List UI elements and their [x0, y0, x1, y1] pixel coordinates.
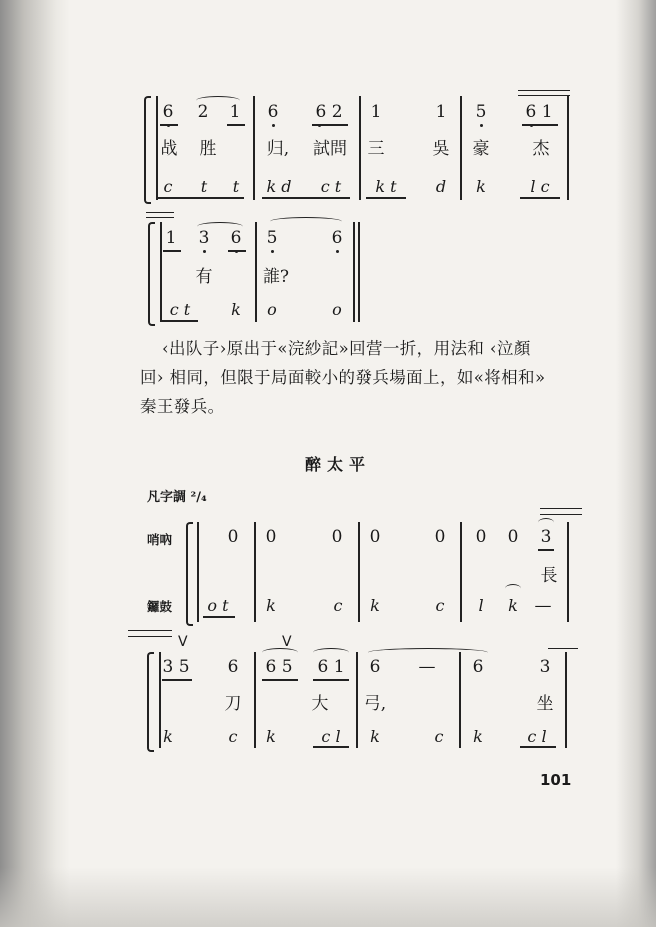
note: 6	[369, 657, 381, 677]
note: 3	[539, 657, 551, 677]
beam	[262, 197, 350, 199]
percussion-syllable: c	[434, 727, 444, 746]
note: 6 1	[525, 102, 553, 122]
percussion-syllable: c t	[320, 177, 342, 196]
octave-dot	[336, 250, 339, 253]
beam	[227, 124, 245, 126]
percussion-syllable: c	[435, 596, 445, 615]
barline-end	[567, 96, 569, 200]
beam	[163, 250, 181, 252]
repeat-line	[128, 636, 172, 637]
barline	[460, 96, 462, 200]
percussion-syllable: d	[435, 177, 447, 196]
barline-end	[353, 222, 355, 322]
fermata	[538, 518, 554, 527]
rest: 0	[434, 527, 446, 547]
percussion-syllable: t	[232, 177, 240, 196]
percussion-syllable: o t	[207, 596, 229, 615]
repeat-line	[540, 508, 582, 509]
percussion-syllable: k	[370, 596, 380, 615]
page-number: 101	[540, 771, 572, 789]
note: 6	[331, 228, 343, 248]
percussion-syllable: k t	[375, 177, 397, 196]
percussion-syllable: l c	[530, 177, 550, 196]
barline	[156, 96, 158, 200]
scan-shadow-bottom	[0, 867, 656, 927]
rest: 0	[331, 527, 343, 547]
repeat-line	[146, 212, 174, 213]
repeat-line	[548, 648, 578, 649]
note: 6	[472, 657, 484, 677]
barline	[197, 522, 199, 622]
lyric: 試問	[313, 139, 347, 159]
barline	[254, 652, 256, 748]
percussion-syllable: c	[228, 727, 238, 746]
paragraph-line: 回› 相同，但限于局面較小的發兵場面上，如«将相和»	[140, 368, 546, 387]
lyric: 坐	[536, 694, 554, 714]
beam	[160, 124, 178, 126]
barline	[358, 522, 360, 622]
note: 1	[370, 102, 382, 122]
beam	[162, 679, 192, 681]
key-signature: 凡字調 ²/₄	[147, 490, 207, 505]
beam	[538, 549, 554, 551]
barline	[253, 96, 255, 200]
repeat-line	[518, 90, 570, 91]
percussion-syllable: k d	[266, 177, 292, 196]
beam	[313, 746, 349, 748]
octave-dot	[272, 124, 275, 127]
slur	[196, 96, 240, 105]
barline-end	[565, 652, 567, 748]
scan-shadow-left	[0, 0, 70, 927]
breath-mark: V	[282, 634, 292, 650]
paragraph-line: ‹出队子›原出于«浣紗記»回营一折，用法和 ‹泣顏	[162, 339, 531, 358]
system-brace	[144, 96, 151, 204]
percussion-syllable: c	[333, 596, 343, 615]
barline-end	[567, 522, 569, 622]
octave-dot	[480, 124, 483, 127]
octave-dot	[203, 250, 206, 253]
beam	[520, 746, 556, 748]
note: 6	[267, 102, 279, 122]
percussion-syllable: k	[476, 177, 486, 196]
lyric: 三	[367, 139, 385, 159]
lyric: 豪	[472, 139, 490, 159]
slur	[270, 217, 342, 226]
barline	[459, 652, 461, 748]
beam	[366, 197, 406, 199]
percussion-syllable: o	[332, 300, 342, 319]
breath-mark: V	[178, 634, 188, 650]
scan-shadow-right	[616, 0, 656, 927]
repeat-line	[518, 95, 570, 96]
percussion-syllable: c	[163, 177, 173, 196]
tie	[368, 648, 488, 657]
rest: 0	[265, 527, 277, 547]
percussion-syllable: k	[370, 727, 380, 746]
octave-dot	[271, 250, 274, 253]
percussion-syllable: k	[231, 300, 241, 319]
note: 3 5	[162, 657, 190, 677]
lyric: 刀	[224, 694, 242, 714]
lyric: 吳	[432, 139, 450, 159]
percussion-syllable: o	[267, 300, 277, 319]
note: 6	[162, 102, 174, 122]
extension-dash: —	[534, 596, 552, 616]
note: 3	[198, 228, 210, 248]
extension-dash: —	[418, 657, 436, 677]
note: 6 5	[265, 657, 293, 677]
beam	[522, 124, 558, 126]
barline	[356, 652, 358, 748]
slur	[313, 648, 349, 657]
repeat-line	[146, 217, 174, 218]
note: 1	[435, 102, 447, 122]
system-brace	[147, 652, 154, 752]
rest: 0	[227, 527, 239, 547]
note: 1	[165, 228, 177, 248]
explanatory-paragraph	[140, 334, 580, 421]
lyric: 弓,	[363, 694, 387, 714]
note: 6	[227, 657, 239, 677]
barline	[160, 222, 162, 322]
beam	[520, 197, 560, 199]
percussion-syllable: k	[508, 596, 518, 615]
barline-end	[358, 222, 360, 322]
instrument-label-suona: 哨吶	[147, 532, 173, 547]
beam	[313, 679, 349, 681]
percussion-syllable: c l	[527, 727, 547, 746]
barline	[460, 522, 462, 622]
paragraph-line: 秦王發兵。	[140, 397, 225, 416]
system-brace	[186, 522, 193, 626]
barline	[254, 522, 256, 622]
note: 6	[230, 228, 242, 248]
percussion-syllable: k	[473, 727, 483, 746]
barline	[159, 652, 161, 748]
note: 6 1	[317, 657, 345, 677]
note: 1	[229, 102, 241, 122]
lyric: 長	[540, 566, 558, 586]
slur	[197, 222, 243, 231]
percussion-syllable: k	[266, 727, 276, 746]
percussion-syllable: c l	[321, 727, 341, 746]
beam	[158, 197, 244, 199]
beam	[162, 320, 198, 322]
note: 5	[475, 102, 487, 122]
percussion-syllable: k	[163, 727, 173, 746]
lyric: 誰?	[262, 267, 290, 287]
note: 5	[266, 228, 278, 248]
percussion-syllable: l	[478, 596, 484, 615]
percussion-syllable: k	[266, 596, 276, 615]
beam	[312, 124, 348, 126]
rest: 0	[507, 527, 519, 547]
lyric: 胜	[199, 139, 217, 159]
percussion-syllable: c t	[169, 300, 191, 319]
lyric: 大	[311, 694, 329, 714]
barline	[359, 96, 361, 200]
lyric: 有	[195, 267, 213, 287]
lyric: 战	[160, 139, 178, 159]
system-brace	[148, 222, 155, 326]
repeat-line	[128, 630, 172, 631]
beam	[203, 616, 235, 618]
rest: 0	[369, 527, 381, 547]
lyric: 归,	[266, 139, 290, 159]
note: 3	[540, 527, 552, 547]
barline	[255, 222, 257, 322]
note: 2	[197, 102, 209, 122]
instrument-label-gongdrum: 鑼鼓	[147, 599, 173, 614]
rest: 0	[475, 527, 487, 547]
repeat-line	[540, 514, 582, 515]
fermata	[505, 584, 521, 593]
beam	[228, 250, 246, 252]
piece-title: 醉太平	[305, 455, 372, 474]
lyric: 杰	[532, 139, 550, 159]
slur	[262, 648, 298, 657]
percussion-syllable: t	[200, 177, 208, 196]
beam	[262, 679, 298, 681]
note: 6 2	[315, 102, 343, 122]
